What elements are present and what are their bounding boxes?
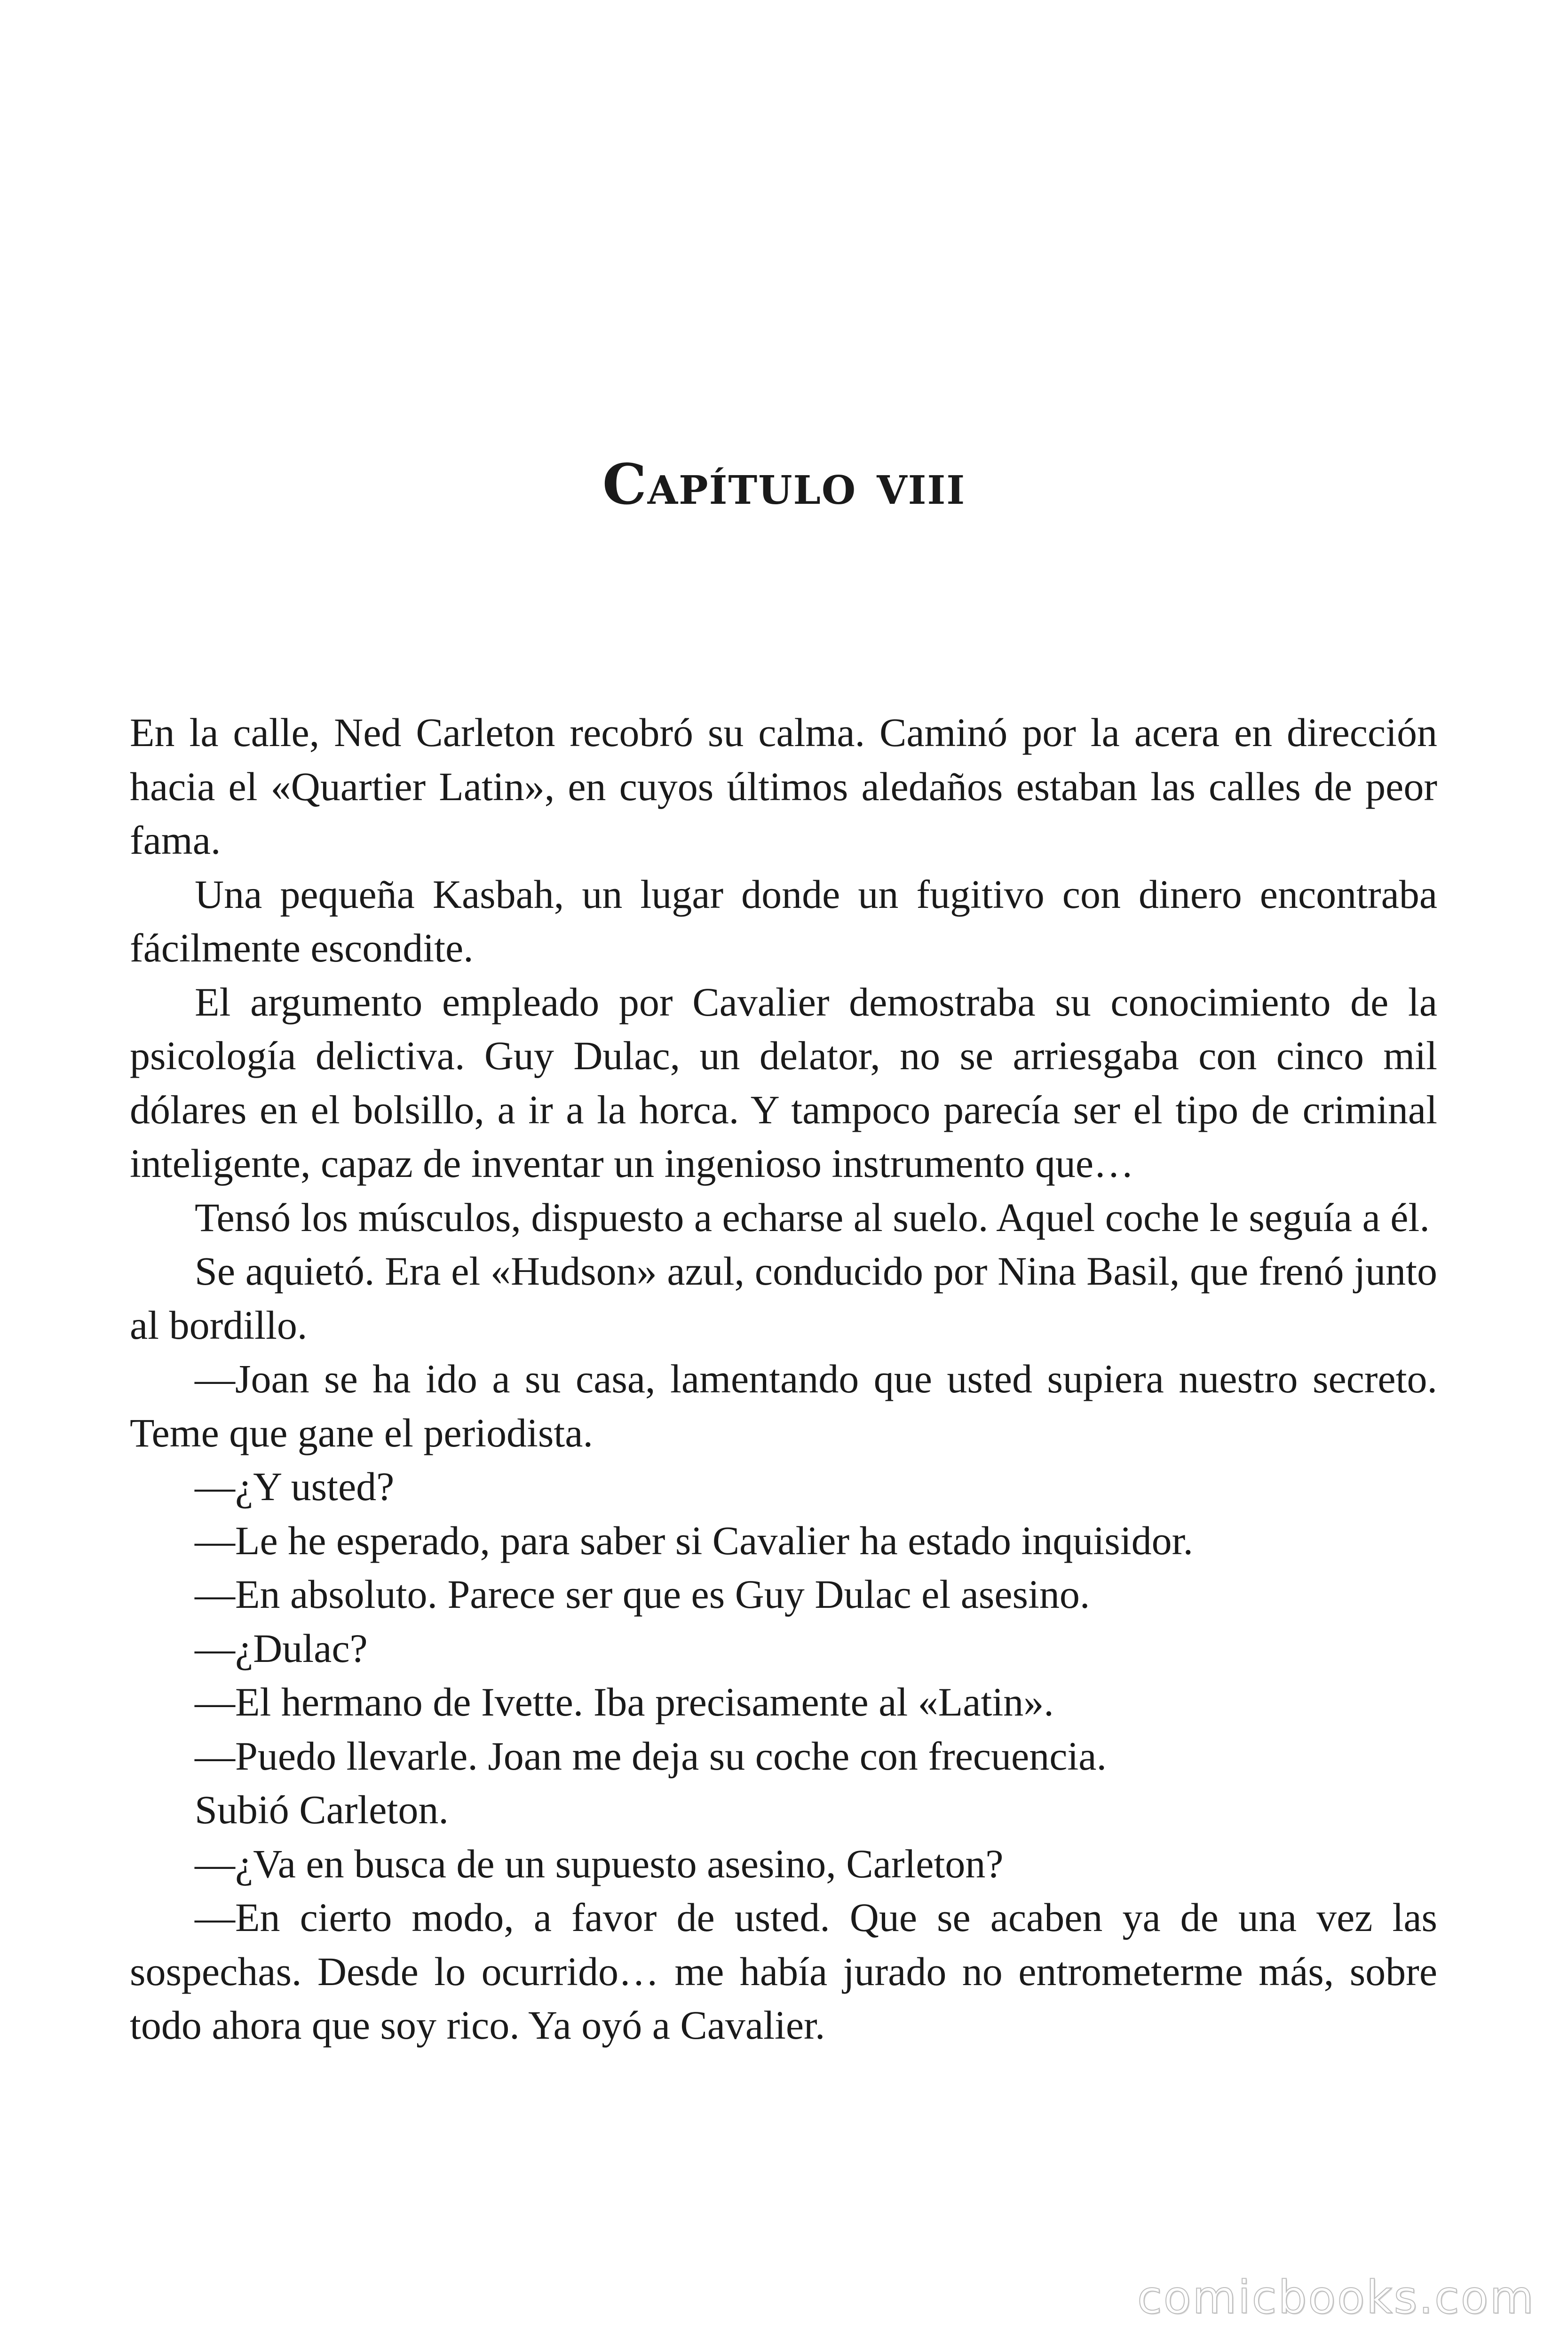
paragraph: Se aquietó. Era el «Hudson» azul, conducido por Nina Basil, que frenó junto al bordillo. <box>130 1248 1437 1348</box>
dialogue-line: —¿Va en busca de un supuesto asesino, Carleton? <box>195 1841 1004 1886</box>
dialogue-line: —El hermano de Ivette. Iba precisamente al «Latin». <box>195 1679 1054 1724</box>
dialogue-line: —En cierto modo, a favor de usted. Que se acaben ya de una vez las sospechas. Desde lo ocurrido… me había jurado no entrometerme más, sobre todo ahora que soy rico. Ya oyó a Cavalier. <box>130 1895 1437 2048</box>
dialogue-line: —¿Dulac? <box>195 1625 368 1671</box>
dialogue-line: —Puedo llevarle. Joan me deja su coche con frecuencia. <box>195 1733 1107 1779</box>
paragraph: En la calle, Ned Carleton recobró su calma. Caminó por la acera en dirección hacia el «Quartier Latin», en cuyos últimos aledaños estaban las calles de peor fama. <box>130 710 1437 863</box>
dialogue-line: —¿Y usted? <box>195 1464 395 1509</box>
paragraph: Subió Carleton. <box>195 1787 449 1832</box>
paragraph: Tensó los músculos, dispuesto a echarse al suelo. Aquel coche le seguía a él. <box>195 1194 1430 1240</box>
chapter-body <box>130 706 1437 2052</box>
paragraph: El argumento empleado por Cavalier demostraba su conocimiento de la psicología delictiva. Guy Dulac, un delator, no se arriesgaba con cinco mil dólares en el bolsillo, a ir a la horca. Y tampoco parecía ser el tipo de criminal inteligente, capaz de inventar un ingenioso instrumento que… <box>130 979 1437 1186</box>
chapter-title: Capítulo viii <box>602 452 966 517</box>
site-watermark: comicbooks.com <box>1137 2271 1535 2324</box>
paragraph: —Joan se ha ido a su casa, lamentando que usted supiera nuestro secreto. Teme que gane el periodista. <box>130 1356 1437 1455</box>
dialogue-line: —Le he esperado, para saber si Cavalier ha estado inquisidor. <box>195 1518 1193 1563</box>
dialogue-line: —En absoluto. Parece ser que es Guy Dulac el asesino. <box>195 1572 1090 1617</box>
paragraph: Una pequeña Kasbah, un lugar donde un fugitivo con dinero encontraba fácilmente escondite. <box>130 871 1437 970</box>
